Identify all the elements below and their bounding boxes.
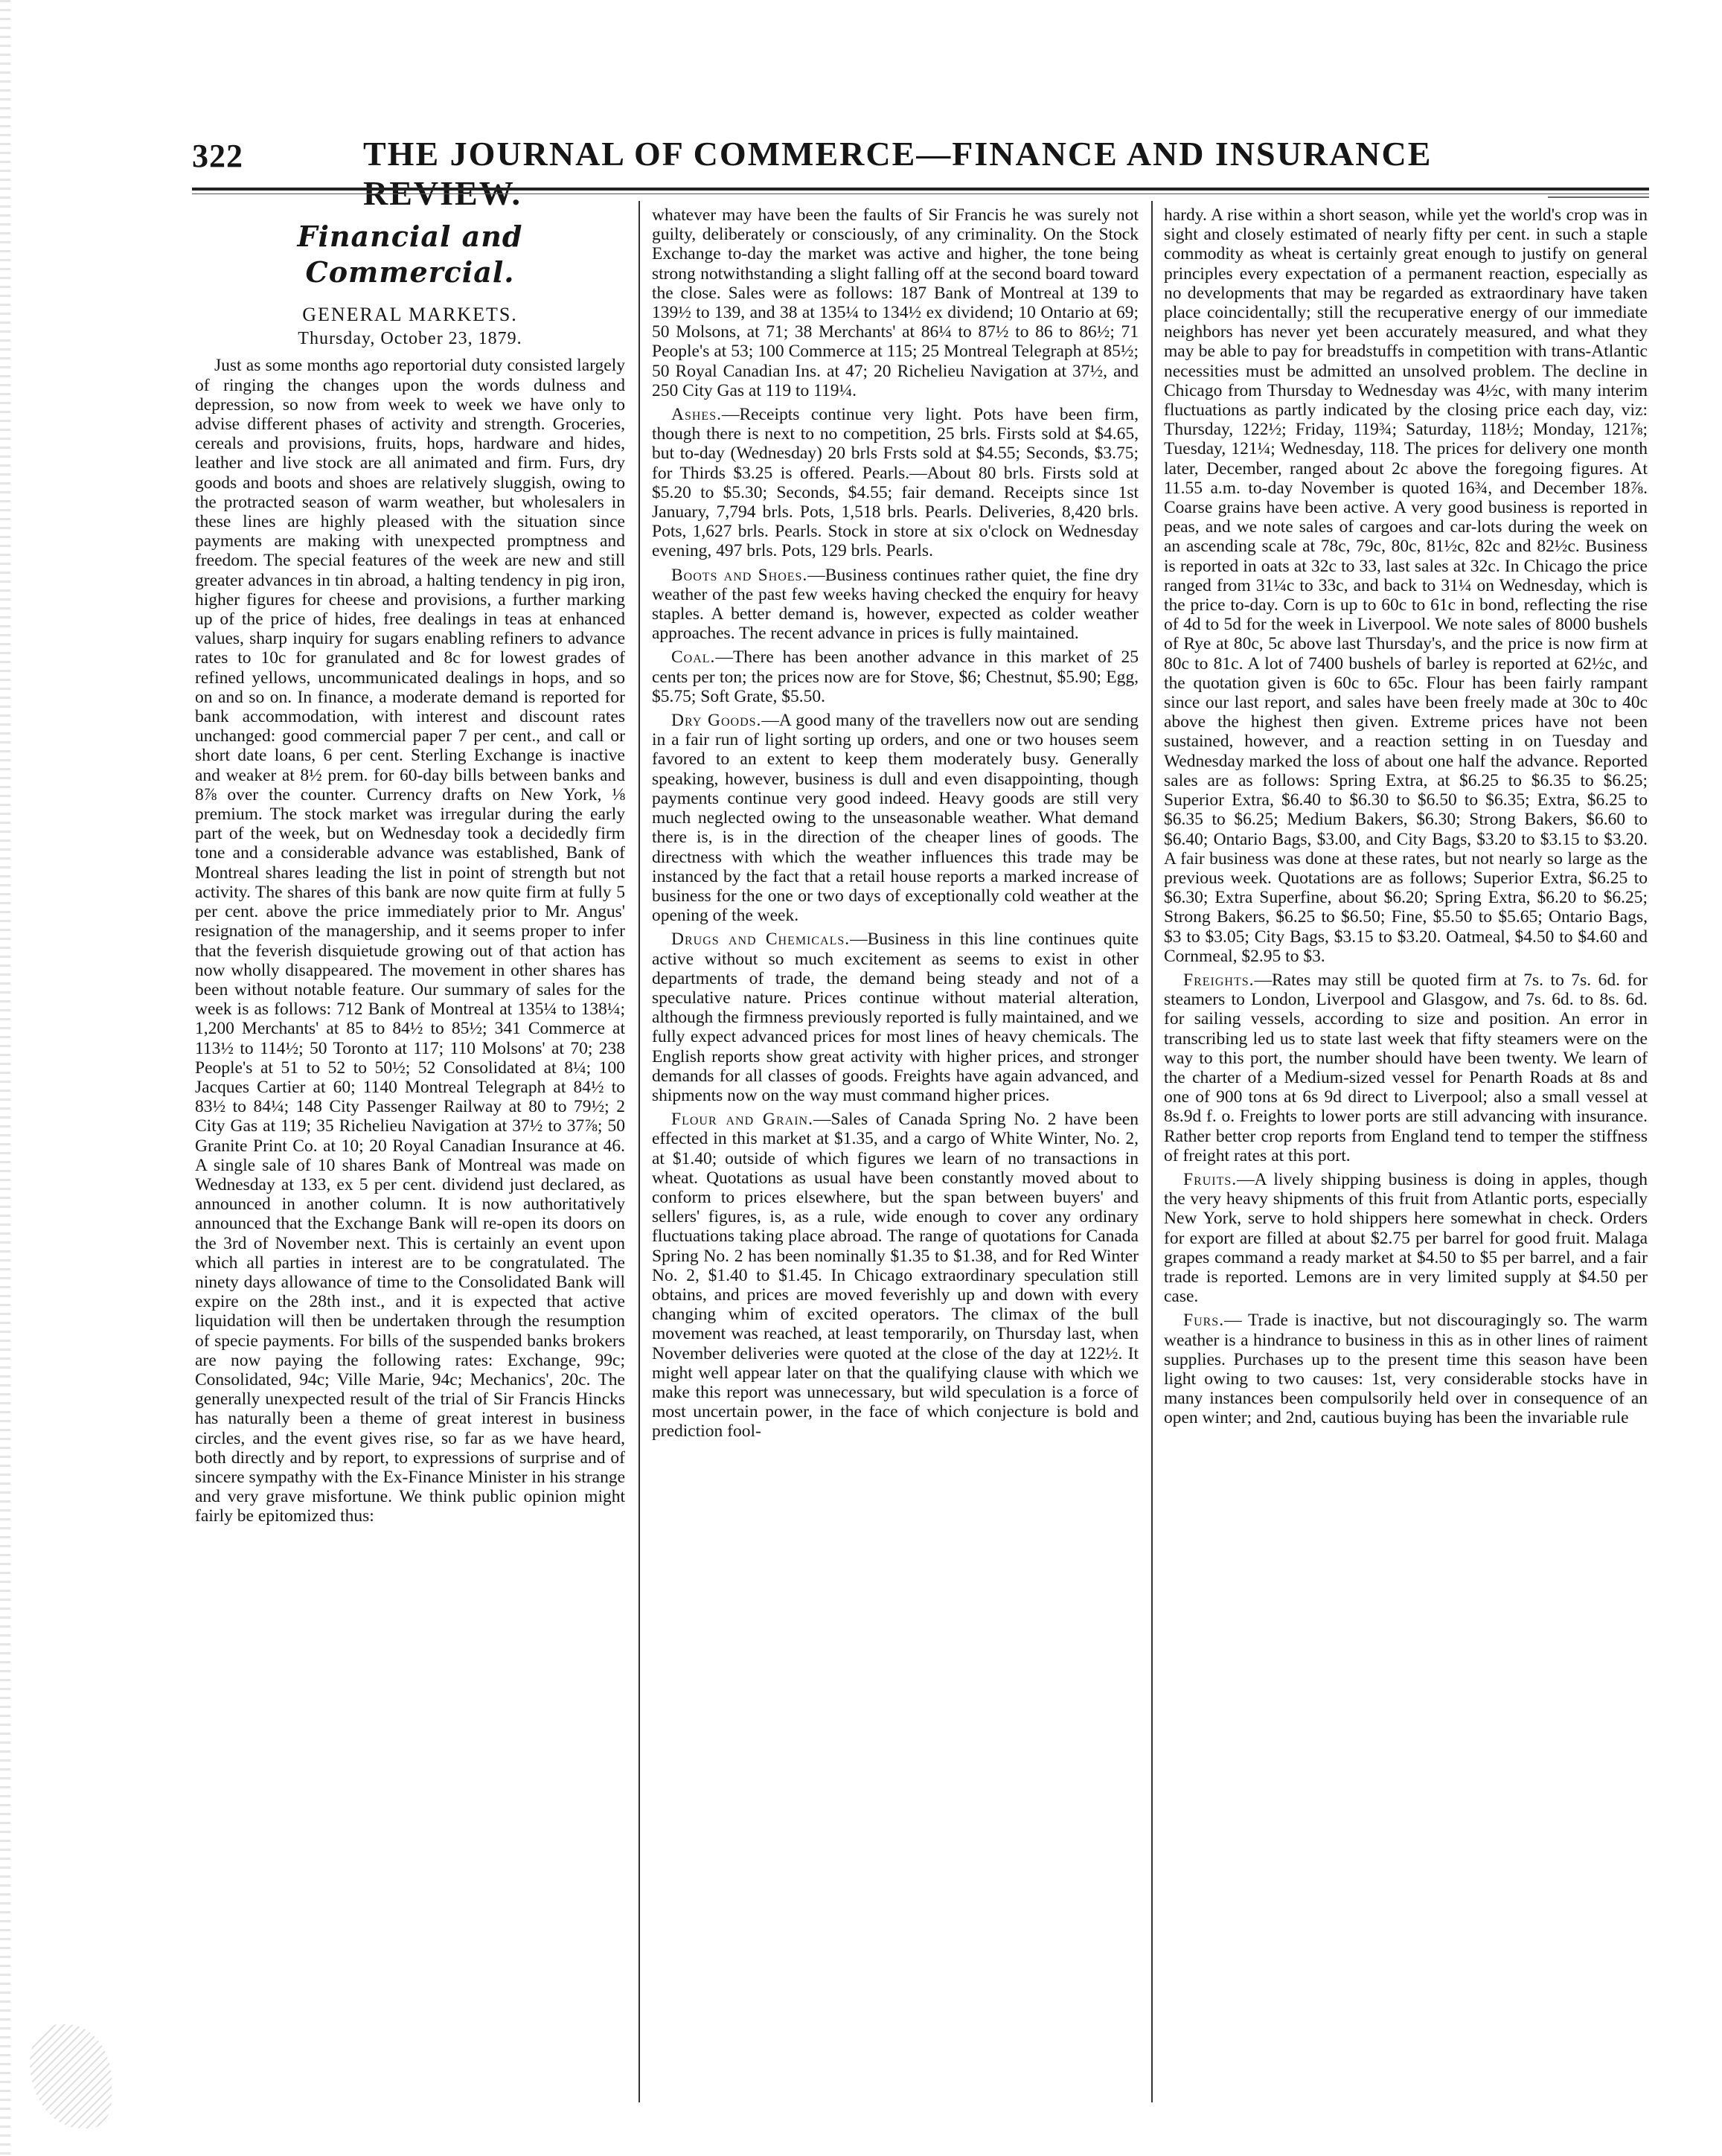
header-rule-fragment: [1548, 196, 1649, 198]
market-report-flour-grain: [652, 1110, 1139, 1441]
paragraph-text: —Business continues rather quiet, the fine dry weather of the past few weeks having checked the enquiry for heavy staples. A better demand is, however, expected as colder weather approaches. The recent advance in prices is fully maintained.: [652, 565, 1139, 644]
dateline: Thursday, October 23, 1879.: [298, 329, 522, 349]
article-paragraph: Just as some months ago reportorial duty consisted largely of ringing the changes upon the words dulness and depression, so now from week to week we have only to advise different phases of activity and strength. Groceries, cereals and provisions, fruits, hops, hardware and hides, leather and live stock are all animated and firm. Furs, dry goods and boots and shoes are relatively sluggish, owing to the protracted season of warm weather, but wholesalers in these lines are highly pleased with the situation since payments are making with unexpected promptness and freedom. The special features of the week are new and still greater advances in tin abroad, a halting tendency in pig iron, higher figures for cheese and provisions, a further marking up of the price of hides, free dealings in teas at enhanced values, sharp inquiry for sugars enabling refiners to advance rates to 10c for granulated and 8c for lowest grades of refined yellows, uncommunicated dealings in hops, and so on and so on. In finance, a moderate demand is reported for bank accommodation, with interest and discount rates unchanged: good commercial paper 7 per cent., and call or short date loans, 6 per cent. Sterling Exchange is inactive and weaker at 8½ prem. for 60-day bills between banks and 8⅞ over the counter. Currency drafts on New York, ⅛ premium. The stock market was irregular during the early part of the week, but on Wednesday took a decidedly firm tone and a considerable advance was established, Bank of Montreal shares leading the list in point of strength but not activity. The shares of this bank are now quite firm at fully 5 per cent. above the price immediately prior to Mr. Angus' resignation of the managership, and it seems proper to infer that the feverish disquietude growing out of that action has now wholly disappeared. The movement in other shares has been without notable feature. Our summary of sales for the week is as follows: 712 Bank of Montreal at 135¼ to 138¼; 1,200 Merchants' at 85 to 84½ to 85½; 341 Commerce at 113½ to 114½; 50 Toronto at 117; 110 Molsons' at 70; 238 People's at 51 to 52 to 50½; 52 Consolidated at 8¼; 100 Jacques Cartier at 60; 1140 Montreal Telegraph at 84½ to 83½ to 84¼; 148 City Passenger Railway at 80 to 79½; 2 City Gas at 119; 35 Richelieu Navigation at 37½ to 37⅞; 50 Granite Print Co. at 10; 20 Royal Canadian Insurance at 46. A single sale of 10 shares Bank of Montreal was made on Wednesday at 133, ex 5 per cent. dividend just declared, as announced in another column. It is now authoritatively announced that the Exchange Bank will re-open its doors on the 3rd of November next. This is certainly an event upon which all parties in interest are to be congratulated. The ninety days allowance of time to the Consolidated Bank will expire on the 28th inst., and it is expected that active liquidation will then be undertaken through the resumption of specie payments. For bills of the suspended banks brokers are now paying the following rates: Exchange, 99c; Consolidated, 94c; Ville Marie, 94c; Mechanics', 20c. The generally unexpected result of the trial of Sir Francis Hincks has naturally been a theme of great interest in business circles, and the event gives rise, so far as we have heard, both directly and by report, to expressions of surprise and of sincere sympathy with the Ex-Finance Minister in his strange and very grave misfortune. We think public opinion might fairly be epitomized thus:: [195, 356, 625, 1526]
column-divider-2: [1151, 201, 1153, 2102]
page-corner-smudge: [30, 2024, 112, 2128]
market-report-ashes: [652, 405, 1139, 561]
paragraph-text: hardy. A rise within a short season, while yet the world's crop was in sight and closely estimated of nearly fifty per cent. in such a staple commodity as wheat is certainly great enough to justify on general principles every expectation of a permanent reaction, especially as no developments that may be regarded as extraordinary have taken place coincidentally; still the recuperative energy of our immediate neighbors has never yet been accurately measured, and what they may be able to pay for breadstuffs in competition with trans-Atlantic necessities must be admitted an unsolved problem. The decline in Chicago from Thursday to Wednesday was 4½c, with many interim fluctuations as partly indicated by the closing price each day, viz: Thursday, 122½; Friday, 119¾; Saturday, 118½; Monday, 121⅞; Tuesday, 121¼; Wednesday, 118. The prices for delivery one month later, December, ranged about 2c above the foregoing figures. At 11.55 a.m. to-day November is quoted 16¾, and December 18⅞. Coarse grains have been active. A very good business is reported in peas, and we note sales of cargoes and car-lots during the week on an ascending scale at 78c, 79c, 80c, 81½c, 82c and 82½c. Business is reported in oats at 32c to 33, last sales at 32c. In Chicago the price ranged from 31¼c to 33c, and back to 31¼ on Wednesday, which is the price to-day. Corn is up to 60c to 61c in bond, reflecting the rise of 4d to 5d for the week in Liverpool. We note sales of 8000 bushels of Rye at 80c, 5c above last Thursday's, and the price is now firm at 80c to 81c. A lot of 7400 bushels of barley is reported at 62½c, and the quotation given is 60c to 65c. Flour has been fairly rampant since our last report, and sales have been freely made at 30c to 40c above the highest then given. Extreme prices have not been sustained, however, and a reaction setting in on Tuesday and Wednesday marked the loss of about one half the advance. Reported sales are as follows: Spring Extra, at $6.25 to $6.35 to $6.25; Superior Extra, $6.40 to $6.30 to $6.50 to $6.35; Extra, $6.25 to $6.35 to $6.25; Medium Bakers, $6.30; Strong Bakers, $6.60 to $6.40; Ontario Bags, $3.00, and City Bags, $3.20 to $3.15 to $3.20. A fair business was done at these rates, but not nearly so large as the previous week. Quotations are as follows; Superior Extra, $6.25 to $6.30; Extra Superfine, about $6.20; Spring Extra, $6.20 to $6.25; Strong Bakers, $6.25 to $6.50; Fine, $5.50 to $5.65; Ontario Bags, $3 to $3.05; City Bags, $3.15 to $3.20. Oatmeal, $4.50 to $4.60 and Cornmeal, $2.95 to $3.: [1164, 205, 1648, 966]
market-report-boots-shoes: [652, 566, 1139, 644]
section-heading: Financial and Commercial.: [297, 220, 523, 289]
column-1: [195, 205, 625, 2111]
paragraph-text: —Rates may still be quoted firm at 7s. to 7s. 6d. for steamers to London, Liverpool and Glasgow, and 7s. 6d. to 8s. 6d. for sailing vessels, according to size and position. An error in transcribing led us to state last week that fifty steamers were on the way to this port, the number should have been twenty. We learn of the charter of a Medium-sized vessel for Penarth Roads at 8s and one of 900 tons at 6s 9d direct to Liverpool; also a small vessel at 8s.9d f. o. Freights to lower ports are still advancing with insurance. Rather better crop reports from England tend to temper the stiffness of freight rates at this port.: [1164, 970, 1648, 1165]
subsection-heading: GENERAL MARKETS.: [302, 304, 518, 325]
column-divider-1: [638, 201, 640, 2102]
market-lead: Fruits.: [1183, 1169, 1238, 1189]
paragraph-text: — Trade is inactive, but not discouragingly so. The warm weather is a hindrance to business in this as in other lines of raiment supplies. Purchases up to the present time this season have been light owing to two causes: 1st, very considerable stocks have in many instances been compulsorily held over in consequence of an open winter; and 2nd, cautious buying has been the invariable rule: [1164, 1311, 1648, 1428]
header-rule-thin: [192, 193, 1649, 194]
article-paragraph: [652, 205, 1139, 400]
journal-title: THE JOURNAL OF COMMERCE—FINANCE AND INSURANCE: [363, 135, 1433, 173]
paragraph-text: whatever may have been the faults of Sir Francis he was surely not guilty, deliberately or consciously, of any criminality. On the Stock Exchange to-day the market was active and higher, the tone being strong notwithstanding a slight falling off at the second board toward the close. Sales were as follows: 187 Bank of Montreal at 139 to 139½ to 139, and 38 at 135¼ to 134½ ex dividend; 10 Ontario at 69; 50 Molsons, at 71; 38 Merchants' at 86¼ to 87½ to 86 to 86½; 71 People's at 53; 100 Commerce at 115; 25 Montreal Telegraph at 85½; 50 Royal Canadian Ins. at 47; 20 Richelieu Navigation at 37½, and 250 City Gas at 119 to 119¼.: [652, 205, 1139, 400]
market-lead: Boots and Shoes.: [671, 565, 808, 585]
paragraph-text: —A good many of the travellers now out are sending in a fair run of light sorting up orders, and one or two houses seem favored to an extent to keep them moderately busy. Generally speaking, however, business is dull and even disappointing, though payments continue very good indeed. Heavy goods are still very much neglected owing to the unseasonable weather. What demand there is, is in the direction of the cheaper lines of goods. The directness with which the weather influences this trade may be instanced by the fact that a retail house reports a marked increase of business for the one or two days of exceptionally cold weather at the opening of the week.: [652, 711, 1139, 926]
market-lead: Drugs and Chemicals.: [671, 930, 851, 950]
market-lead: Freights.: [1183, 970, 1255, 990]
paragraph-text: —Sales of Canada Spring No. 2 have been effected in this market at $1.35, and a cargo of White Winter, No. 2, at $1.40; outside of which figures we learn of no transactions in wheat. Quotations as usual have been constantly moved about to conform to prices elsewhere, but the span between buyers' and sellers' figures, is, as a rule, wide enough to cover any ordinary fluctuations taking place abroad. The range of quotations for Canada Spring No. 2 has been nominally $1.35 to $1.38, and for Red Winter No. 2, $1.40 to $1.45. In Chicago extraordinary speculation still obtains, and prices are moved feverishly up and down with every changing whim of excited operators. The climax of the bull movement was reached, at least temporarily, on Thursday last, when November deliveries were quoted at the close of the day at 122½. It might well appear later on that the qualifying clause with which we make this report was unnecessary, but wild speculation is a force of most uncertain power, in the face of which conjecture is bold and prediction fool-: [652, 1110, 1139, 1442]
market-lead: Dry Goods.: [671, 711, 762, 731]
market-report-coal: [652, 647, 1139, 706]
market-report-freights: [1164, 970, 1648, 1165]
paragraph-text: —Receipts continue very light. Pots have been firm, though there is next to no competition, 25 brls. Firsts sold at $4.65, but to-day (Wednesday) 20 brls Frsts sold at $4.55; Seconds, $3.75; for Thirds $3.25 is offered. Pearls.—About 80 brls. Firsts sold at $5.20 to $5.30; Seconds, $4.55; fair demand. Receipts since 1st January, 7,794 brls. Pots, 1,518 brls. Pearls. Deliveries, 8,420 brls. Pots, 1,627 brls. Pearls. Stock in store at six o'clock on Wednesday evening, 497 brls. Pots, 129 brls. Pearls.: [652, 405, 1139, 561]
paragraph-text: —Business in this line continues quite active without so much excitement as seems to exist in other departments of trade, the demand being steady and not of a speculative nature. Prices continue without material alteration, although the firmness previously reported is fully maintained, and we fully expect advanced prices for most lines of heavy chemicals. The English reports show great activity with higher prices, and stronger demands for all classes of goods. Freights have again advanced, and shipments now on the way must command higher prices.: [652, 930, 1139, 1105]
page-header: [192, 134, 1645, 186]
market-report-furs: [1164, 1311, 1648, 1427]
header-rule: [192, 188, 1649, 191]
column-3: [1164, 205, 1648, 2111]
market-report-dry-goods: [652, 711, 1139, 925]
page-number: 322: [192, 138, 243, 174]
market-report-fruits: [1164, 1170, 1648, 1306]
paragraph-text: —A lively shipping business is doing in apples, though the very heavy shipments of this fruit from Atlantic ports, especially New York, serve to hold shippers here somewhat in check. Orders for export are filled at about $2.75 per barrel for good fruit. Malaga grapes command a ready market at $4.50 to $5 per barrel, and a fair trade is reported. Lemons are in very limited supply at $4.50 per case.: [1164, 1169, 1648, 1307]
paragraph-text: —There has been another advance in this market of 25 cents per ton; the prices now are for Stove, $6; Chestnut, $5.90; Egg, $5.75; Soft Grate, $5.50.: [652, 647, 1139, 706]
market-lead: Flour and Grain.: [671, 1110, 813, 1130]
market-lead: Coal.: [671, 647, 716, 668]
column-2: [652, 205, 1139, 2111]
market-lead: Furs.: [1183, 1311, 1225, 1331]
scan-edge-artifact: [0, 0, 10, 2156]
market-report-drugs-chemicals: [652, 930, 1139, 1105]
market-lead: Ashes.: [671, 405, 722, 425]
article-paragraph: [1164, 205, 1648, 966]
